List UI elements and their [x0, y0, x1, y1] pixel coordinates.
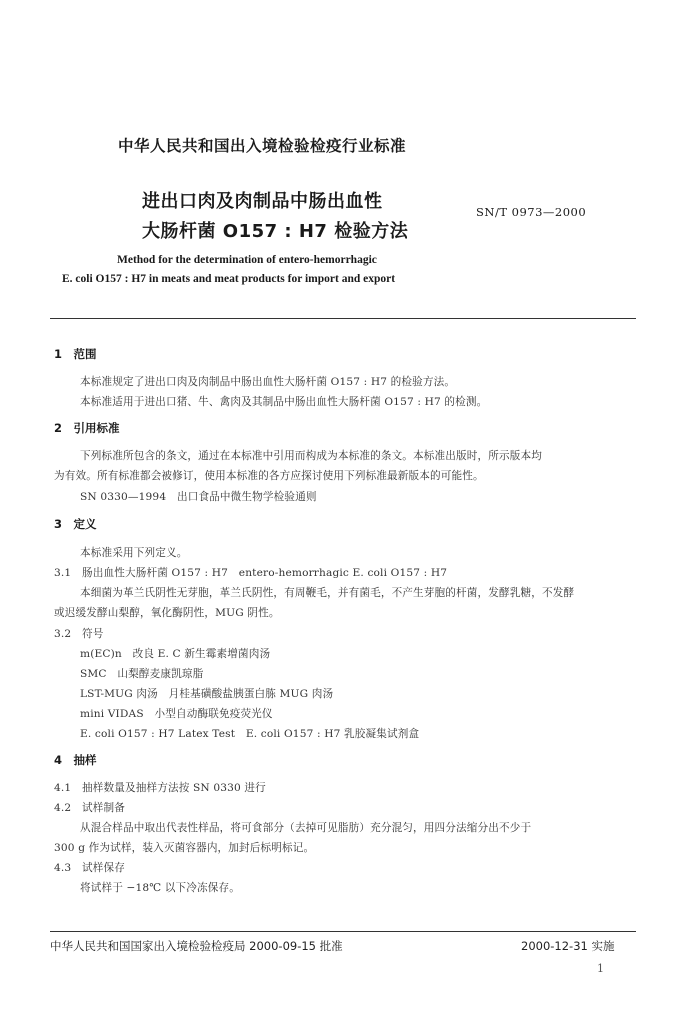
footer-divider	[50, 931, 636, 932]
standard-category: 中华人民共和国出入境检验检疫行业标准	[118, 137, 407, 155]
paragraph: 或迟缓发酵山梨醇，氧化酶阴性，MUG 阴性。	[54, 607, 280, 619]
paragraph: 为有效。所有标准都会被修订，使用本标准的各方应探讨使用下列标准最新版本的可能性。	[54, 470, 484, 482]
document-title-cn-line1: 进出口肉及肉制品中肠出血性	[142, 191, 383, 212]
paragraph: 本标准规定了进出口肉及肉制品中肠出血性大肠杆菌 O157 : H7 的检验方法。	[80, 376, 456, 388]
paragraph: 下列标准所包含的条文，通过在本标准中引用而构成为本标准的条文。本标准出版时，所示版本均	[80, 450, 542, 462]
clause-item: 4.1 抽样数量及抽样方法按 SN 0330 进行	[54, 782, 266, 794]
clause-item: 4.3 试样保存	[54, 862, 126, 874]
definition-item: 3.1 肠出血性大肠杆菌 O157 : H7 entero-hemorrhagic E. coli O157 : H7	[54, 567, 448, 579]
definition-item: 3.2 符号	[54, 628, 104, 640]
document-title-en-line2: E. coli O157 : H7 in meats and meat products for import and export	[62, 273, 396, 285]
paragraph: 本标准采用下列定义。	[80, 547, 188, 559]
effective-date: 2000-12-31 实施	[521, 939, 615, 953]
symbol-item: SMC 山梨醇麦康凯琼脂	[80, 668, 204, 680]
symbol-item: E. coli O157 : H7 Latex Test E. coli O157 : H7 乳胶凝集试剂盒	[80, 728, 420, 740]
paragraph: 本细菌为革兰氏阴性无芽胞，革兰氏阴性，有周鞭毛，并有菌毛，不产生芽胞的杆菌，发酵乳糖，不发酵	[80, 587, 575, 599]
symbol-item: mini VIDAS 小型自动酶联免疫荧光仪	[80, 708, 273, 720]
paragraph: 从混合样品中取出代表性样品，将可食部分（去掉可见脂肪）充分混匀，用四分法缩分出不少于	[80, 822, 532, 834]
document-title-en-line1: Method for the determination of entero-hemorrhagic	[117, 254, 377, 266]
symbol-item: m(EC)n 改良 E. C 新生霉素增菌肉汤	[80, 648, 271, 660]
page-number: 1	[597, 962, 604, 975]
document-title-cn-line2: 大肠杆菌 O157 : H7 检验方法	[142, 221, 409, 242]
approval-line: 中华人民共和国国家出入境检验检疫局 2000-09-15 批准	[50, 939, 343, 953]
clause-item: 4.2 试样制备	[54, 802, 126, 814]
paragraph: 300 g 作为试样，装入灭菌容器内，加封后标明标记。	[54, 842, 315, 854]
section-heading-scope: 1 范围	[54, 347, 97, 361]
reference-item: SN 0330—1994 出口食品中微生物学检验通则	[80, 491, 317, 503]
paragraph: 本标准适用于进出口猪、牛、禽肉及其制品中肠出血性大肠杆菌 O157 : H7 的检测。	[80, 396, 488, 408]
standard-number: SN/T 0973—2000	[476, 205, 587, 219]
paragraph: 将试样于 −18℃ 以下冷冻保存。	[80, 882, 241, 894]
header-divider	[50, 318, 636, 319]
section-heading-definitions: 3 定义	[54, 517, 97, 531]
section-heading-references: 2 引用标准	[54, 421, 120, 435]
section-heading-sampling: 4 抽样	[54, 753, 97, 767]
symbol-item: LST-MUG 肉汤 月桂基磺酸盐胰蛋白胨 MUG 肉汤	[80, 688, 334, 700]
